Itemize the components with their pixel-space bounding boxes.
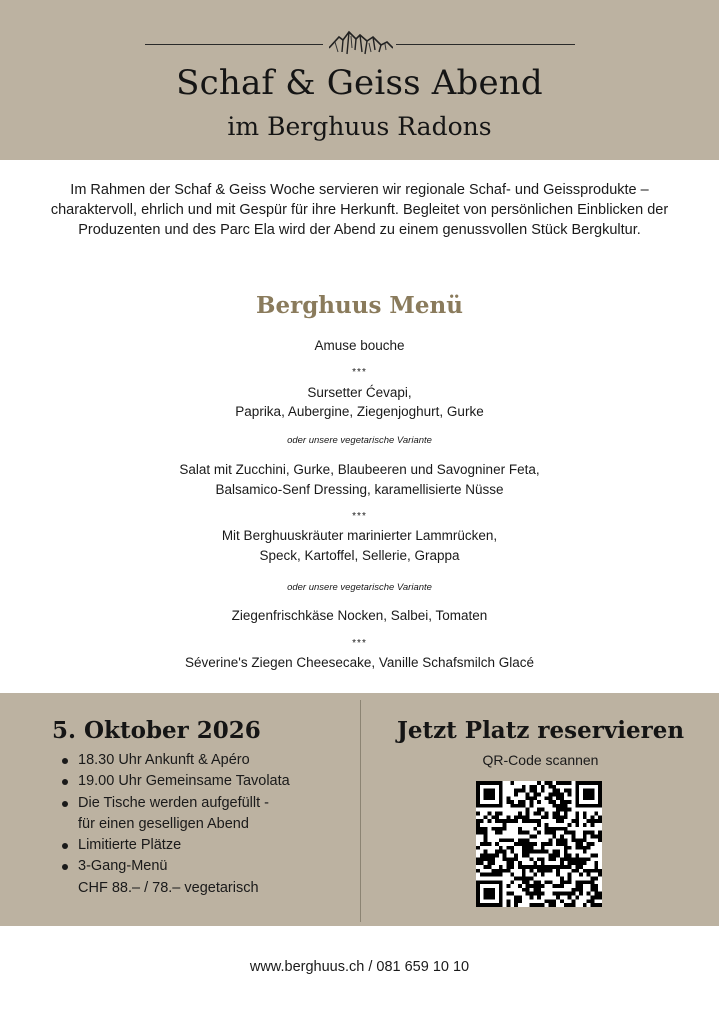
- menu-amuse: Amuse bouche: [314, 338, 405, 353]
- menu-starter-line2: Paprika, Aubergine, Ziegenjoghurt, Gurke: [235, 404, 484, 419]
- menu-separator: ***: [352, 511, 367, 522]
- mountain-logo-icon: [329, 28, 393, 58]
- event-detail-item: 18.30 Uhr Ankunft & Apéro: [60, 750, 290, 771]
- menu-heading: Berghuus Menü: [256, 292, 463, 319]
- event-detail-item: 3-Gang-Menü: [60, 856, 290, 877]
- reservation-heading: Jetzt Platz reservieren: [396, 717, 685, 744]
- menu-main-line1: Mit Berghuuskräuter marinierter Lammrücken,: [221, 528, 498, 543]
- event-details-list: [60, 750, 290, 899]
- menu-main-line2: Speck, Kartoffel, Sellerie, Grappa: [259, 548, 460, 563]
- header-rule-left: [145, 44, 323, 45]
- intro-text: Im Rahmen der Schaf & Geiss Woche servieren wir regionale Schaf- und Geissprodukte – charaktervoll, ehrlich und mit Gespür für ihre Herkunft. Begleitet von persönlichen Einblicken der Produzenten und des Parc Ela wird der Abend zu einem genussvollen Stück Bergkultur.: [50, 182, 669, 238]
- event-detail-continuation: CHF 88.– / 78.– vegetarisch: [78, 879, 259, 896]
- menu-veg-note: oder unsere vegetarische Variante: [287, 435, 432, 446]
- qr-caption: QR-Code scannen: [482, 752, 599, 768]
- menu-starter-veg-line1: Salat mit Zucchini, Gurke, Blaubeeren und Savogniner Feta,: [179, 462, 540, 477]
- page-subtitle: im Berghuus Radons: [227, 112, 492, 141]
- event-detail-continuation: für einen geselligen Abend: [78, 815, 249, 832]
- menu-separator: ***: [352, 367, 367, 378]
- info-divider: [360, 700, 361, 922]
- event-detail-item: 19.00 Uhr Gemeinsame Tavolata: [60, 771, 290, 792]
- qr-code[interactable]: [476, 781, 602, 907]
- menu-starter-line1: Sursetter Ćevapi,: [307, 385, 412, 400]
- event-date: 5. Oktober 2026: [52, 717, 261, 744]
- menu-starter-veg-line2: Balsamico-Senf Dressing, karamellisierte Nüsse: [215, 482, 504, 497]
- menu-veg-note: oder unsere vegetarische Variante: [287, 582, 432, 593]
- menu-separator: ***: [352, 638, 367, 649]
- page-title: Schaf & Geiss Abend: [176, 63, 543, 103]
- menu-main-veg: Ziegenfrischkäse Nocken, Salbei, Tomaten: [231, 608, 488, 623]
- event-detail-item: Limitierte Plätze: [60, 835, 290, 856]
- footer-contact[interactable]: www.berghuus.ch / 081 659 10 10: [249, 959, 470, 975]
- event-detail-item: Die Tische werden aufgefüllt -: [60, 793, 290, 814]
- header-rule-right: [396, 44, 575, 45]
- menu-dessert: Séverine's Ziegen Cheesecake, Vanille Schafsmilch Glacé: [184, 655, 534, 670]
